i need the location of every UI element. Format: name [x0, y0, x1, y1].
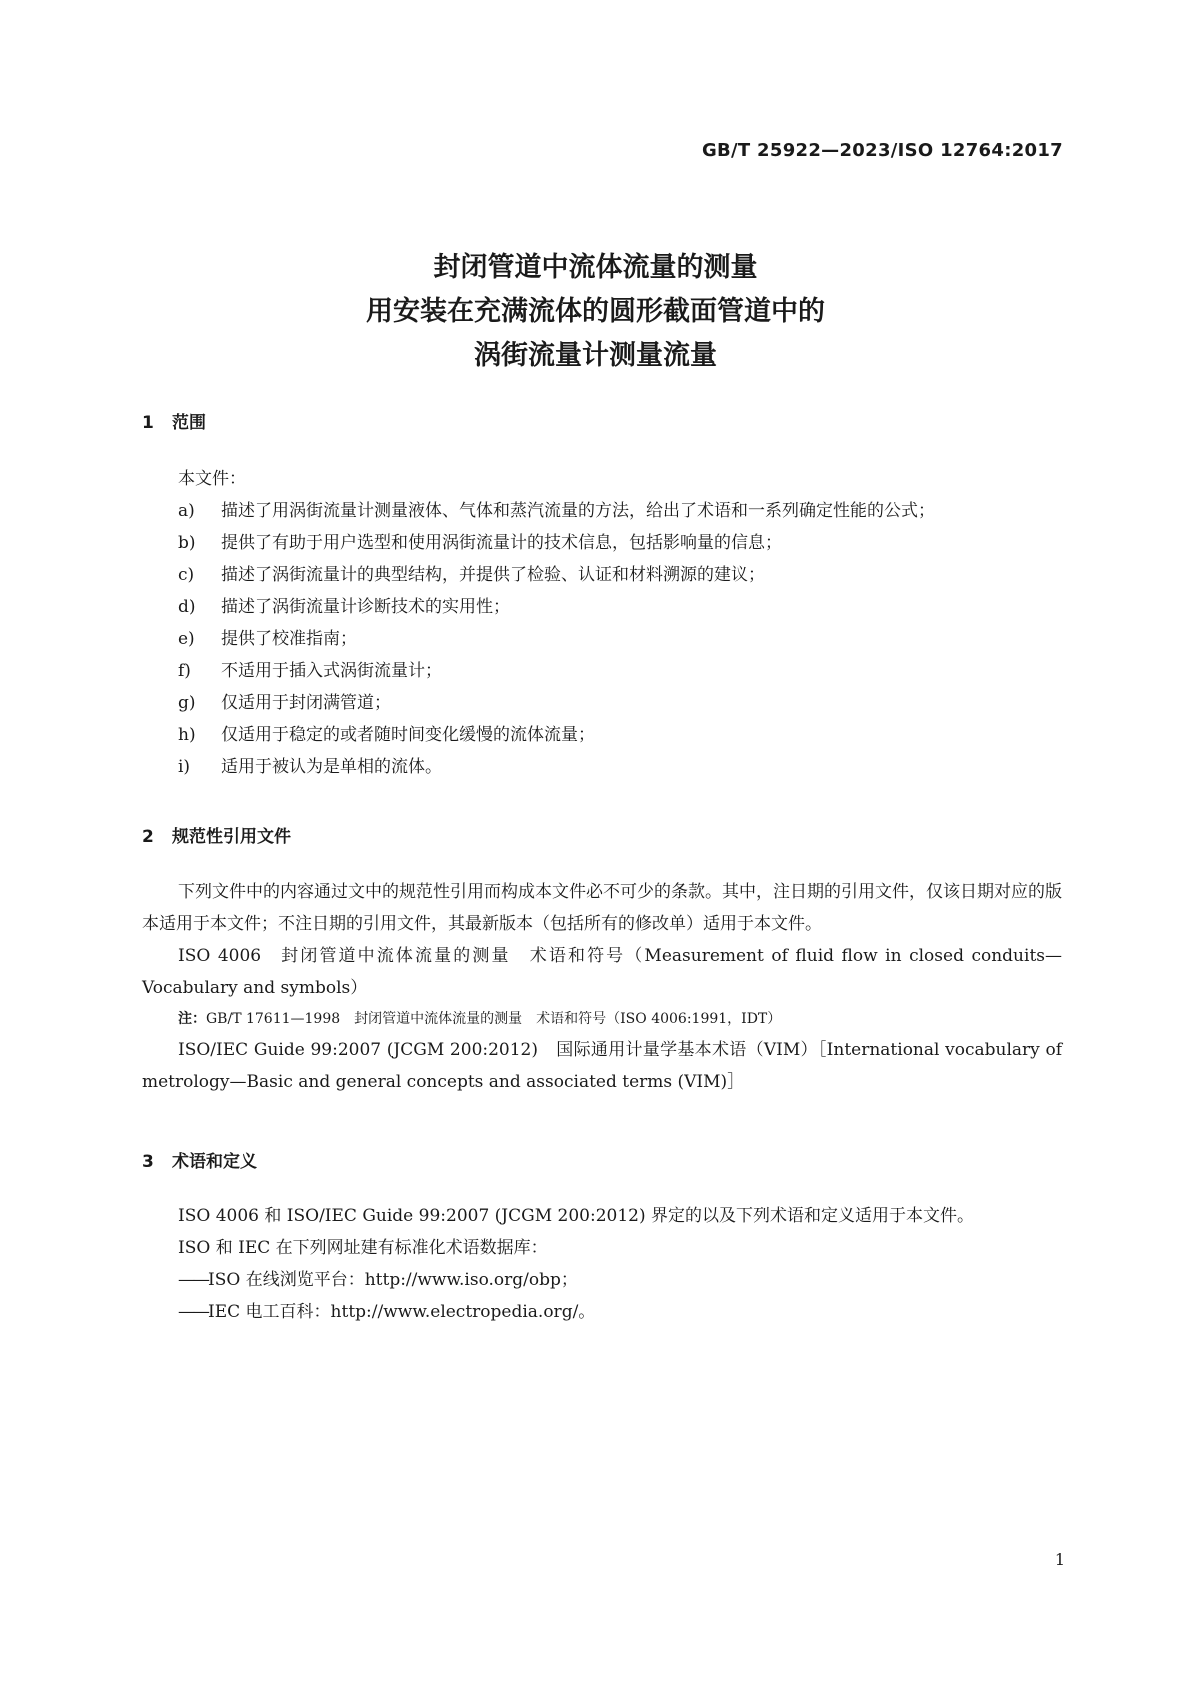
- reference-code: ISO 4006: [178, 946, 262, 966]
- list-label: d): [178, 597, 196, 617]
- list-label: b): [178, 533, 196, 553]
- list-label: f): [178, 661, 191, 681]
- section-title: 范围: [172, 413, 206, 433]
- section-2-heading: [142, 822, 291, 847]
- list-text: 描述了涡街流量计诊断技术的实用性；: [221, 597, 510, 617]
- section-number: 2: [142, 827, 154, 847]
- database-item-iso: [142, 1264, 1062, 1296]
- list-text: 提供了校准指南；: [221, 629, 357, 649]
- title-line-1: 封闭管道中流体流量的测量: [433, 252, 758, 283]
- title-line-3: 涡街流量计测量流量: [474, 340, 717, 371]
- terms-paragraph: ISO 4006 和 ISO/IEC Guide 99:2007 (JCGM 200:2012) 界定的以及下列术语和定义适用于本文件。: [178, 1206, 974, 1226]
- list-text: 适用于被认为是单相的流体。: [221, 757, 442, 777]
- list-item: [142, 559, 1062, 591]
- list-item: [142, 751, 1062, 783]
- list-text: 描述了用涡街流量计测量液体、气体和蒸汽流量的方法，给出了术语和一系列确定性能的公式；: [221, 501, 935, 521]
- list-label: i): [178, 757, 191, 777]
- section-3-body: [142, 1200, 1062, 1328]
- database-text: ISO 在线浏览平台：http://www.iso.org/obp；: [208, 1270, 578, 1290]
- dash-mark: ——: [178, 1302, 208, 1322]
- document-title: [0, 246, 1191, 378]
- section-2-body: [142, 876, 1062, 1098]
- reference-title: 封闭管道中流体流量的测量 术语和符号（Measurement of fluid flow in closed conduits—Vocabulary and symbols）: [142, 946, 1062, 998]
- list-text: 描述了涡街流量计的典型结构，并提供了检验、认证和材料溯源的建议；: [221, 565, 765, 585]
- list-text: 仅适用于稳定的或者随时间变化缓慢的流体流量；: [221, 725, 595, 745]
- reference-iso-4006: [142, 940, 1062, 1004]
- section-1-heading: [142, 408, 206, 433]
- list-item: [142, 687, 1062, 719]
- title-line-2: 用安装在充满流体的圆形截面管道中的: [366, 296, 825, 327]
- list-item: [142, 719, 1062, 751]
- page-number: 1: [1054, 1550, 1065, 1569]
- reference-iso-iec-guide-99: [142, 1034, 1062, 1098]
- note-label: 注：: [178, 1011, 206, 1027]
- reference-note: [142, 1004, 1062, 1034]
- list-text: 仅适用于封闭满管道；: [221, 693, 391, 713]
- list-label: e): [178, 629, 195, 649]
- terminology-database-intro: ISO 和 IEC 在下列网址建有标准化术语数据库：: [178, 1238, 548, 1258]
- section-title: 规范性引用文件: [172, 827, 291, 847]
- section-3-heading: [142, 1147, 257, 1172]
- list-item: [142, 591, 1062, 623]
- list-item: [142, 495, 1062, 527]
- list-label: g): [178, 693, 196, 713]
- list-text: 不适用于插入式涡街流量计；: [221, 661, 442, 681]
- list-text: 提供了有助于用户选型和使用涡街流量计的技术信息，包括影响量的信息；: [221, 533, 782, 553]
- database-item-iec: [142, 1296, 1062, 1328]
- list-item: [142, 655, 1062, 687]
- normative-references-paragraph: 下列文件中的内容通过文中的规范性引用而构成本文件必不可少的条款。其中，注日期的引用文件，仅该日期对应的版本适用于本文件；不注日期的引用文件，其最新版本（包括所有的修改单）适用于本文件。: [142, 882, 1062, 934]
- list-item: [142, 623, 1062, 655]
- list-item: [142, 527, 1062, 559]
- section-number: 3: [142, 1152, 154, 1172]
- list-label: h): [178, 725, 196, 745]
- database-text: IEC 电工百科：http://www.electropedia.org/。: [208, 1302, 596, 1322]
- section-number: 1: [142, 413, 154, 433]
- list-label: a): [178, 501, 195, 521]
- reference-title: 国际通用计量学基本术语（VIM）［International vocabulary of metrology—Basic and general concepts and associated terms (VIM)］: [142, 1040, 1062, 1092]
- scope-list: [142, 495, 1062, 783]
- section-1-body: [142, 463, 1062, 783]
- scope-intro: 本文件：: [178, 469, 246, 489]
- reference-code: ISO/IEC Guide 99:2007 (JCGM 200:2012): [178, 1040, 539, 1060]
- standard-code: GB/T 25922—2023/ISO 12764:2017: [701, 140, 1063, 161]
- note-text: GB/T 17611—1998 封闭管道中流体流量的测量 术语和符号（ISO 4006:1991，IDT）: [206, 1011, 782, 1027]
- list-label: c): [178, 565, 195, 585]
- section-title: 术语和定义: [172, 1152, 257, 1172]
- dash-mark: ——: [178, 1270, 208, 1290]
